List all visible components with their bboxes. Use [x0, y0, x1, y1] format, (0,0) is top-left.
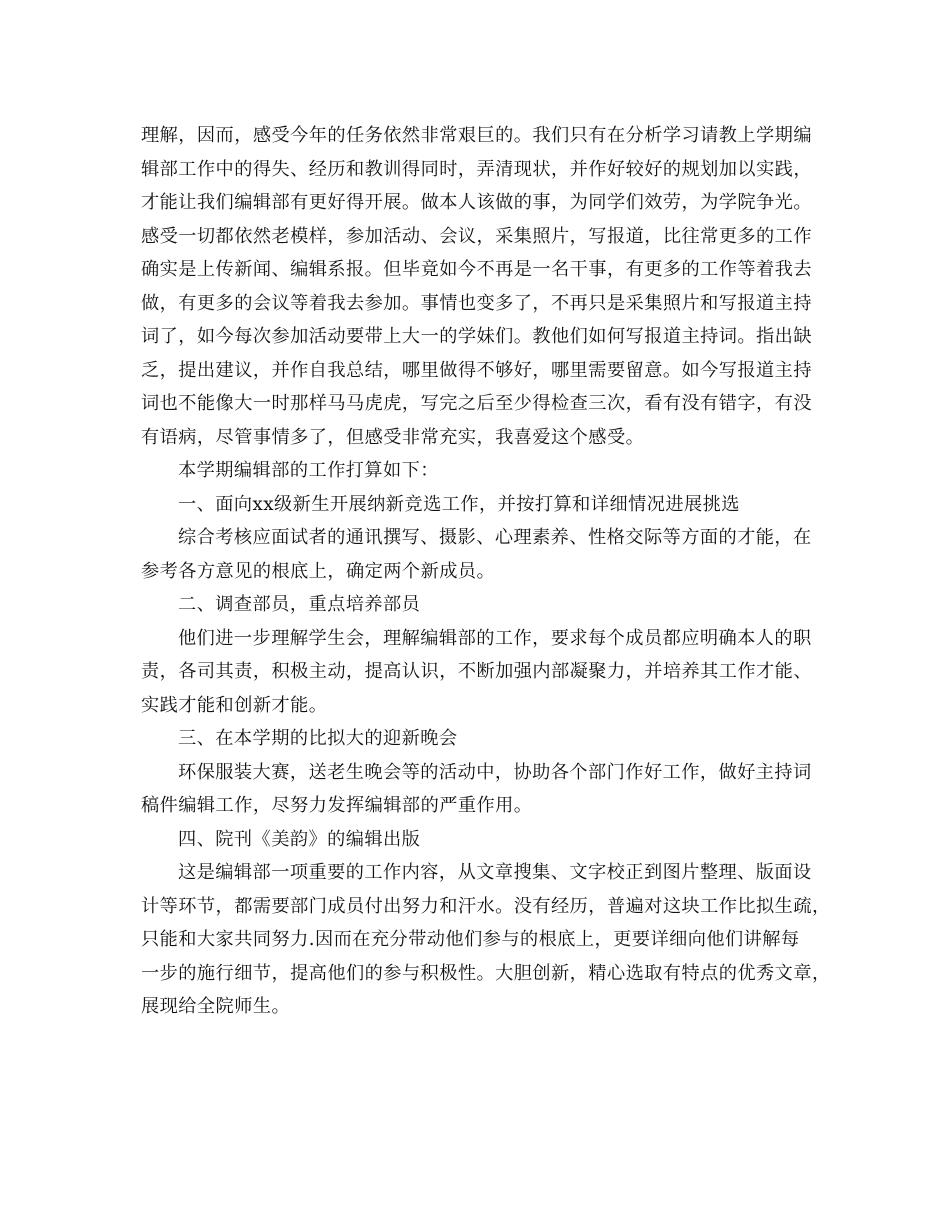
document-body [141, 119, 831, 1024]
text-line: 确实是上传新闻、编辑系报。但毕竟如今不再是一名干事，有更多的工作等着我去 [141, 259, 812, 280]
text-line: 三、在本学期的比拟大的迎新晚会 [178, 728, 458, 749]
text-line: 环保服装大赛，送老生晚会等的活动中，协助各个部门作好工作，做好主持词 [178, 761, 812, 783]
text-line: 他们进一步理解学生会，理解编辑部的工作，要求每个成员都应明确本人的职 [178, 627, 812, 649]
text-line: 综合考核应面试者的通讯撰写、摄影、心理素养、性格交际等方面的才能，在 [178, 527, 812, 548]
text-line: 这是编辑部一项重要的工作内容，从文章搜集、文字校正到图片整理、版面设 [178, 862, 812, 883]
text-line: 展现给全院师生。 [141, 996, 291, 1017]
text-line: 只能和大家共同努力.因而在充分带动他们参与的根底上，更要详细向他们讲解每 [141, 929, 800, 950]
text-line: 稿件编辑工作，尽努力发挥编辑部的严重作用。 [141, 795, 533, 816]
text-line: 辑部工作中的得失、经历和教训得同时，弄清现状，并作好较好的规划加以实践， [141, 158, 812, 180]
text-line: 词了，如今每次参加活动要带上大一的学妹们。教他们如何写报道主持词。指出缺 [141, 326, 812, 347]
text-line: 理解，因而，感受今年的任务依然非常艰巨的。我们只有在分析学习请教上学期编 [141, 125, 812, 146]
text-line: 本学期编辑部的工作打算如下： [178, 460, 439, 481]
text-line: 做，有更多的会议等着我去参加。事情也变多了，不再只是采集照片和写报道主持 [141, 292, 812, 314]
text-line: 四、院刊《美韵》的编辑出版 [178, 828, 421, 850]
text-line: 责，各司其责，积极主动，提高认识，不断加强内部凝聚力，并培养其工作才能、 [141, 661, 812, 682]
text-line: 实践才能和创新才能。 [141, 694, 328, 716]
text-line: 感受一切都依然老模样，参加活动、会议，采集照片，写报道，比往常更多的工作 [141, 225, 812, 247]
text-line: 二、调查部员，重点培养部员 [178, 594, 421, 615]
text-line: 参考各方意见的根底上，确定两个新成员。 [141, 560, 496, 582]
text-line: 乏，提出建议，并作自我总结，哪里做得不够好，哪里需要留意。如今写报道主持 [141, 359, 812, 381]
text-line: 词也不能像大一时那样马马虎虎，写完之后至少得检查三次，看有没有错字，有没 [141, 393, 812, 414]
text-line: 有语病，尽管事情多了，但感受非常充实，我喜爱这个感受。 [141, 426, 645, 448]
text-line: 一、面向xx级新生开展纳新竞选工作，并按打算和详细情况进展挑选 [178, 493, 740, 515]
text-line: 才能让我们编辑部有更好得开展。做本人该做的事，为同学们效劳，为学院争光。 [141, 192, 812, 213]
text-line: 一步的施行细节，提高他们的参与积极性。大胆创新，精心选取有特点的优秀文章， [141, 962, 831, 984]
text-line: 计等环节，都需要部门成员付出努力和汗水。没有经历，普遍对这块工作比拟生疏， [141, 895, 831, 917]
